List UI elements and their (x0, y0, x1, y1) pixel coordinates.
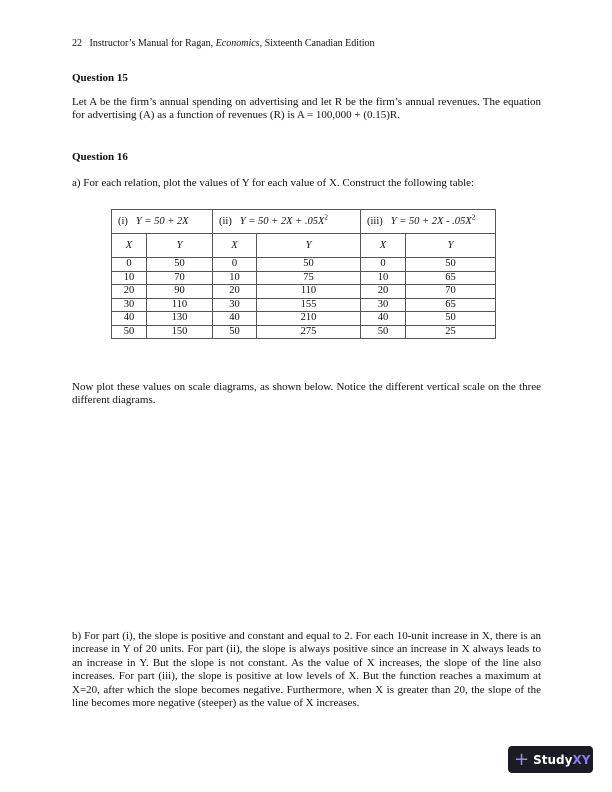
cell: 50 (257, 258, 361, 272)
cell: 50 (406, 258, 496, 272)
cell: 90 (147, 285, 213, 299)
col-header-y: Y (406, 234, 496, 258)
relation-iii-header: (iii) $Y = 50 + 2X - .05X^2$ (361, 210, 496, 234)
question-15-body: Let A be the firm’s annual spending on advertising and let R be the firm’s annual revenues. The equation for advertising (A) as a function of revenues (R) is A = 100,000 + (0.15)R. (72, 96, 541, 122)
relations-table (111, 209, 496, 339)
cell: 50 (147, 258, 213, 272)
cell: 110 (147, 298, 213, 312)
cell: 40 (361, 312, 406, 326)
table-row (112, 312, 496, 326)
cell: 30 (213, 298, 257, 312)
col-header-x: X (112, 234, 147, 258)
col-header-x: X (213, 234, 257, 258)
table-row (112, 298, 496, 312)
cell: 10 (361, 271, 406, 285)
col-header-y: Y (257, 234, 361, 258)
cell: 10 (213, 271, 257, 285)
cell: 25 (406, 325, 496, 339)
cell: 150 (147, 325, 213, 339)
cell: 110 (257, 285, 361, 299)
cell: 155 (257, 298, 361, 312)
cell: 20 (213, 285, 257, 299)
cell: 50 (406, 312, 496, 326)
table-row (112, 258, 496, 272)
watermark-accent-text: XY (572, 752, 591, 767)
cell: 0 (112, 258, 147, 272)
header-suffix: , Sixteenth Canadian Edition (259, 38, 375, 49)
cell: 70 (406, 285, 496, 299)
relation-header-row (112, 210, 496, 234)
cell: 0 (213, 258, 257, 272)
cell: 30 (361, 298, 406, 312)
table-row (112, 271, 496, 285)
book-title: Economics (215, 38, 260, 49)
header-prefix: Instructor’s Manual for Ragan, (89, 38, 216, 49)
question-16-part-a: a) For each relation, plot the values of Y for each value of X. Construct the following table: (72, 177, 475, 189)
cell: 50 (112, 325, 147, 339)
cell: 65 (406, 271, 496, 285)
cell: 70 (147, 271, 213, 285)
table-row (112, 325, 496, 339)
plot-note: Now plot these values on scale diagrams, as shown below. Notice the different vertical scale on the three different diagrams. (72, 381, 541, 407)
cell: 30 (112, 298, 147, 312)
cell: 40 (112, 312, 147, 326)
table-row (112, 285, 496, 299)
cell: 50 (213, 325, 257, 339)
question-16-title: Question 16 (72, 151, 128, 163)
cell: 20 (112, 285, 147, 299)
relation-i-header: (i) Y = 50 + 2X (112, 210, 213, 234)
cell: 130 (147, 312, 213, 326)
column-header-row (112, 234, 496, 258)
studyxy-watermark (508, 746, 593, 773)
cell: 65 (406, 298, 496, 312)
question-16-part-b: b) For part (i), the slope is positive and constant and equal to 2. For each 10-unit increase in X, there is an increase in Y of 20 units. For part (ii), the slope is always positive since an increase in X always leads to an increase in Y. But the slope is not constant. As the value of X increases, the slope of the line also increases. For part (iii), the slope is positive at low levels of X. But the function reaches a maximum at X=20, after which the slope becomes negative. Furthermore, when X is greater than 20, the slope of the line becomes more negative (steeper) as the value of X increases. (72, 630, 541, 710)
cell: 75 (257, 271, 361, 285)
page-number: 22 (72, 38, 82, 49)
running-header (72, 38, 375, 49)
col-header-y: Y (147, 234, 213, 258)
cell: 50 (361, 325, 406, 339)
cell: 10 (112, 271, 147, 285)
watermark-text: Study (533, 752, 573, 767)
cell: 20 (361, 285, 406, 299)
question-15-title: Question 15 (72, 72, 128, 84)
cell: 0 (361, 258, 406, 272)
col-header-x: X (361, 234, 406, 258)
cell: 40 (213, 312, 257, 326)
cell: 210 (257, 312, 361, 326)
plus-icon: + (514, 748, 530, 770)
relation-ii-header: (ii) $Y = 50 + 2X + .05X^2$ (213, 210, 361, 234)
cell: 275 (257, 325, 361, 339)
